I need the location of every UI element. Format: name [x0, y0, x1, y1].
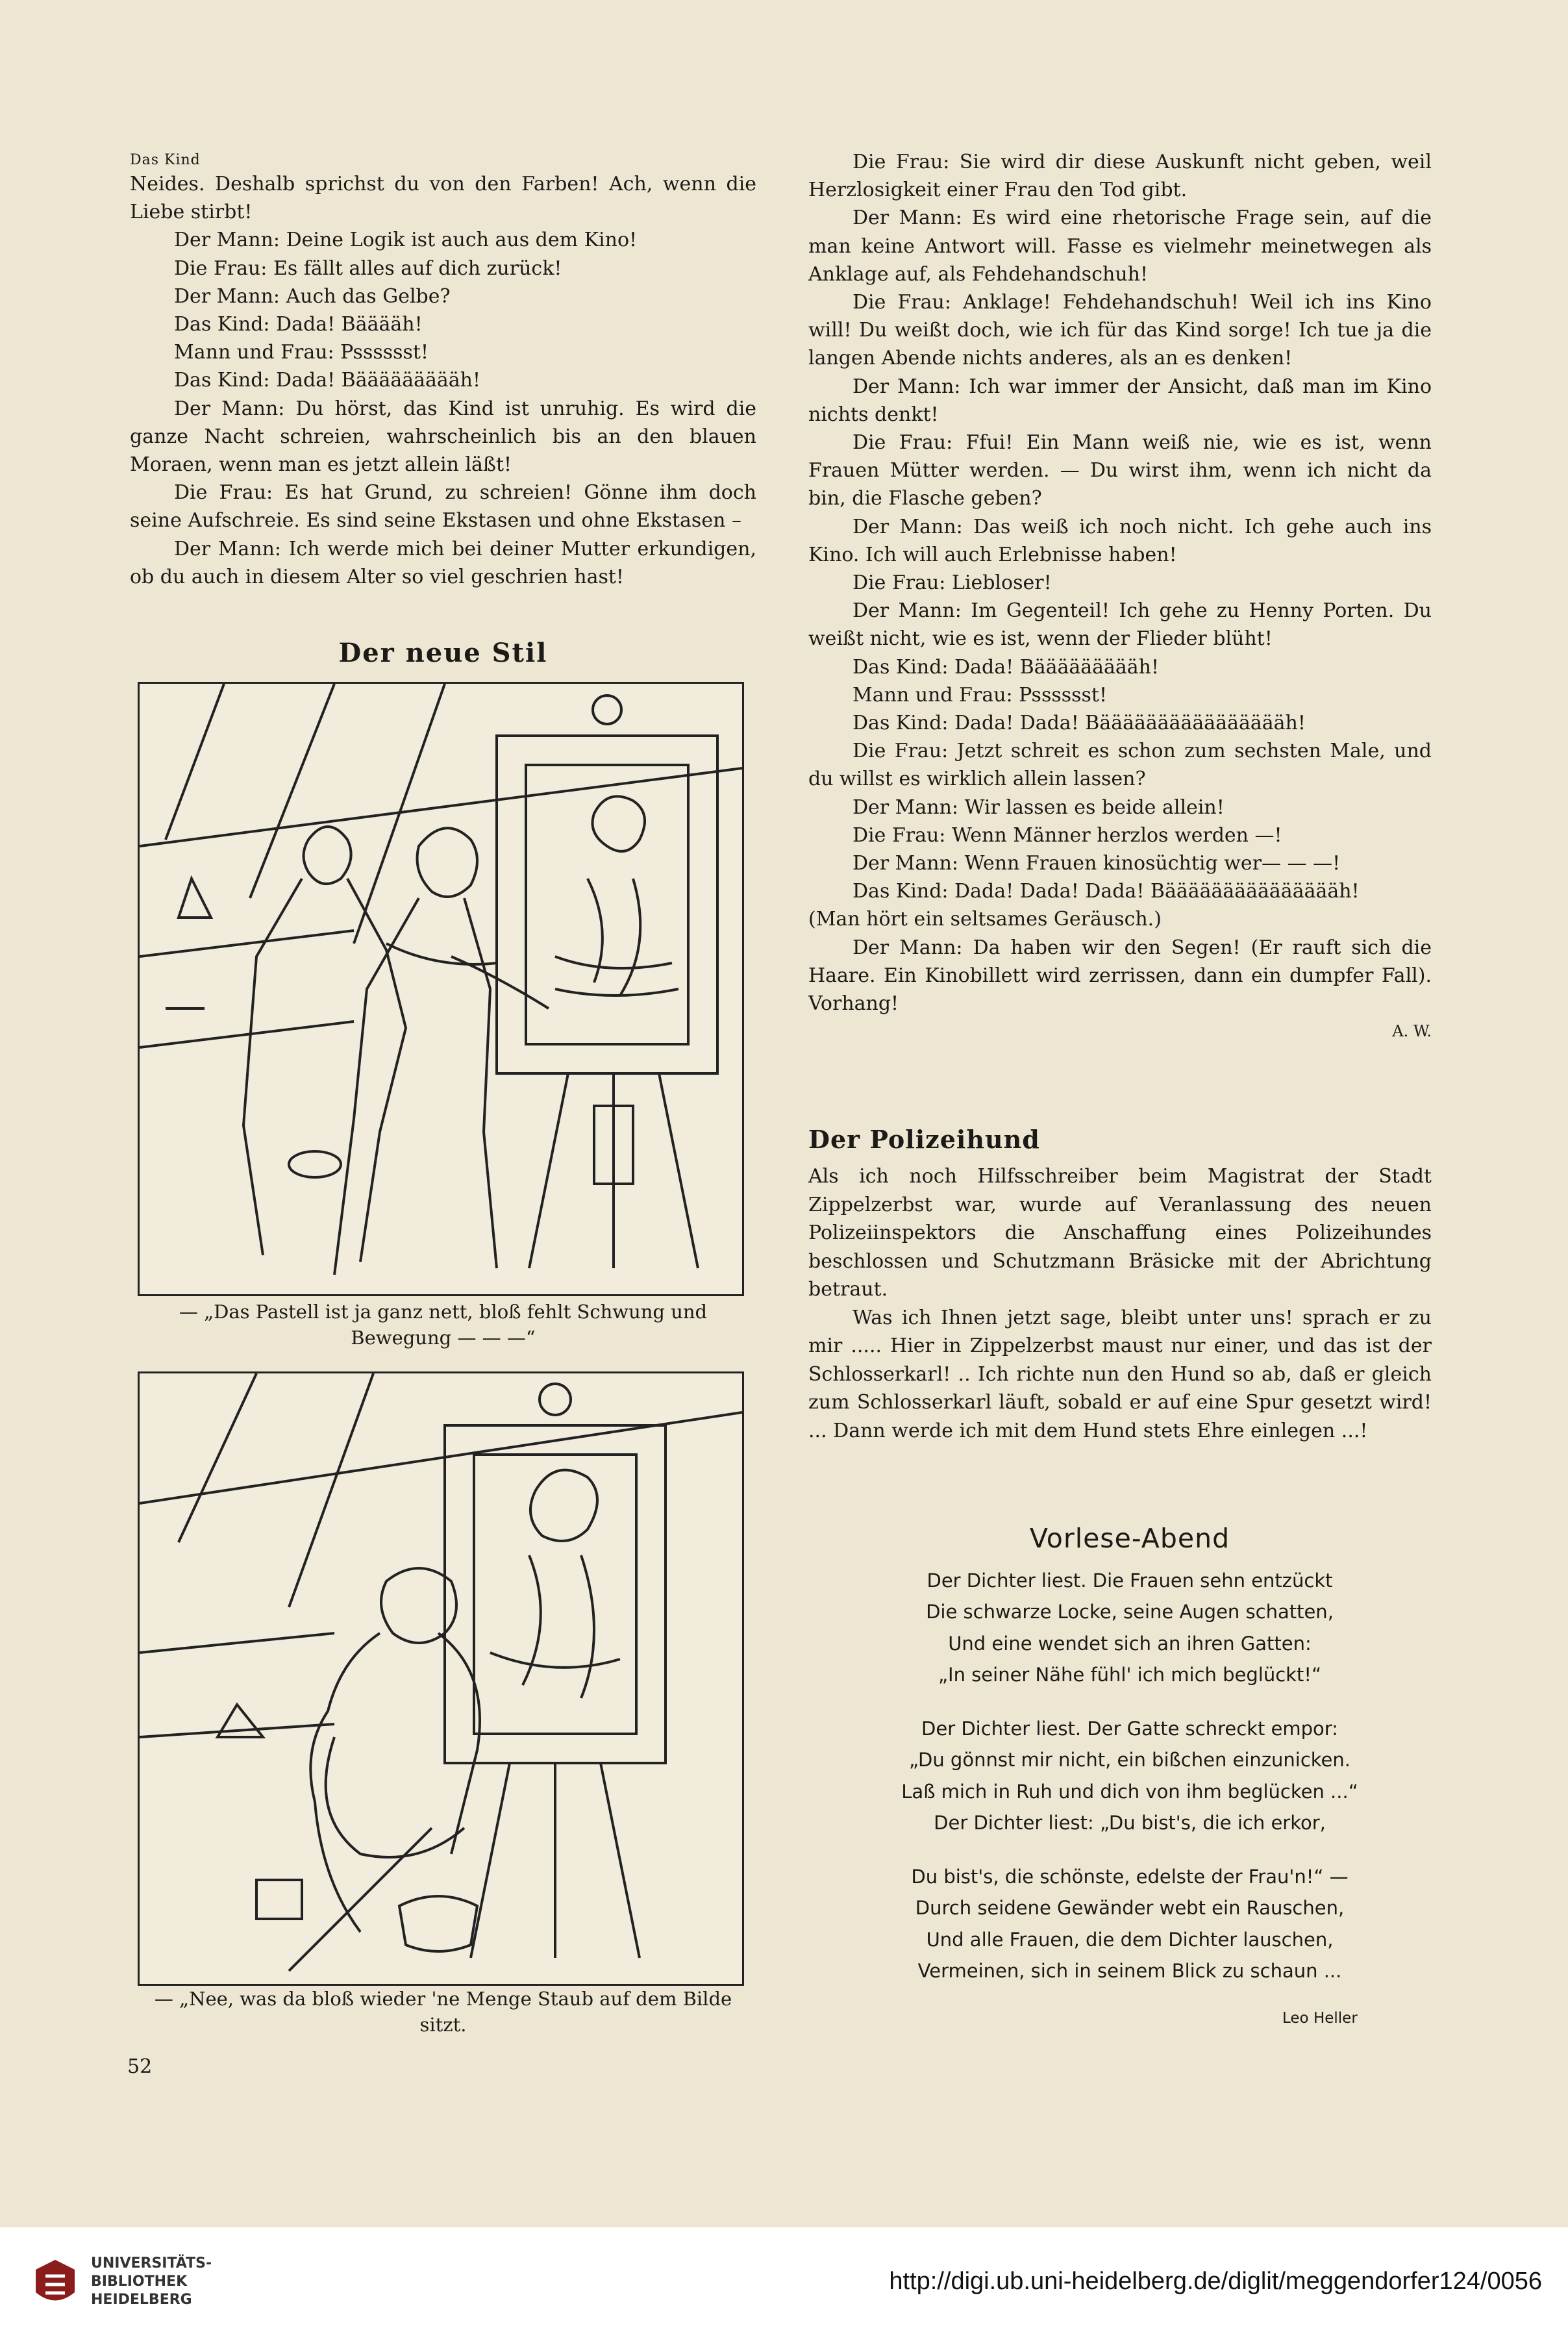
dialogue-paragraph: Die Frau: Liebloser! — [852, 571, 1052, 595]
poem-stanza — [818, 1861, 1441, 1987]
library-footer — [0, 2227, 1568, 2341]
dialogue-paragraph: Die Frau: Ffui! Ein Mann weiß nie, wie es ist, wenn Frauen Mütter werden. — Du wirst ihm, wenn ich nicht da bin, die Flasche geben? — [808, 431, 1432, 510]
dialogue-paragraph: Neides. Deshalb sprichst du von den Farben! Ach, wenn die Liebe stirbt! — [130, 173, 756, 224]
dialogue-paragraph: Das Kind: Dada! Dada! Dada! Bäääääääääääääääh! — [852, 880, 1360, 903]
dialogue-paragraph: Der Mann: Auch das Gelbe? — [174, 284, 451, 308]
dialogue-paragraph: (Man hört ein seltsames Geräusch.) — [808, 908, 1162, 931]
left-column-text — [130, 170, 756, 591]
poem — [818, 1523, 1441, 2009]
dialogue-paragraph: Mann und Frau: Psssssst! — [852, 683, 1108, 707]
poem-line: Der Dichter liest. Der Gatte schreckt empor: — [921, 1717, 1338, 1740]
poem-line: Durch seidene Gewänder webt ein Rauschen, — [915, 1897, 1345, 1919]
dialogue-paragraph: Der Mann: Es wird eine rhetorische Frage sein, auf die man keine Antwort will. Fasse es vielmehr meinetwegen als Anklage auf, als Fehdehandschuh! — [808, 207, 1432, 286]
poem-line: Und eine wendet sich an ihren Gatten: — [948, 1632, 1312, 1655]
article-signature: A. W. — [1392, 1022, 1432, 1041]
dialogue-paragraph: Das Kind: Dada! Bääääh! — [174, 313, 423, 336]
poem-line: „Du gönnst mir nicht, ein bißchen einzunicken. — [909, 1749, 1350, 1771]
dialogue-paragraph: Das Kind: Dada! Dada! Bääääääääääääääääh! — [852, 712, 1306, 735]
poem-author: Leo Heller — [1282, 2010, 1358, 2027]
cartoon-caption-1: — „Das Pastell ist ja ganz nett, bloß fehlt Schwung und Bewegung — — —“ — [179, 1301, 708, 1349]
cartoon-caption-2: — „Nee, was da bloß wieder 'ne Menge Staub auf dem Bilde sitzt. — [154, 1988, 732, 2036]
source-url-link[interactable]: http://digi.ub.uni-heidelberg.de/diglit/meggendorfer124/0056 — [889, 2268, 1542, 2295]
dialogue-paragraph: Der Mann: Wir lassen es beide allein! — [852, 795, 1225, 819]
cartoon-title: Der neue Stil — [338, 638, 548, 668]
dialogue-paragraph: Der Mann: Wenn Frauen kinosüchtig wer— — —! — [852, 852, 1341, 875]
dialogue-paragraph: Die Frau: Es hat Grund, zu schreien! Gönne ihm doch seine Aufschreie. Es sind seine Ekstasen und ohne Ekstasen – — [130, 481, 756, 532]
poem-line: Die schwarze Locke, seine Augen schatten, — [926, 1601, 1334, 1623]
poem-stanzas — [818, 1565, 1441, 1987]
dialogue-paragraph: Der Mann: Das weiß ich noch nicht. Ich gehe auch ins Kino. Ich will auch Erlebnisse haben! — [808, 515, 1432, 566]
poem-line: Der Dichter liest: „Du bist's, die ich erkor, — [934, 1812, 1326, 1834]
poem-line: Laß mich in Ruh und dich von ihm beglücken ...“ — [901, 1780, 1358, 1803]
poem-line: „In seiner Nähe fühl' ich mich beglückt!“ — [938, 1664, 1321, 1686]
right-column-text — [808, 148, 1432, 1018]
running-head: Das Kind — [130, 152, 201, 168]
cartoon-illustration-1 — [138, 682, 744, 1296]
right-column — [808, 148, 1432, 1046]
cartoon-illustration-2 — [138, 1371, 744, 1986]
page-number: 52 — [127, 2055, 153, 2078]
dialogue-paragraph: Die Frau: Es fällt alles auf dich zurück! — [174, 257, 562, 280]
dialogue-paragraph: Der Mann: Im Gegenteil! Ich gehe zu Henny Porten. Du weißt nicht, wie es ist, wenn der Flieder blüht! — [808, 599, 1432, 651]
poem-line: Der Dichter liest. Die Frauen sehn entzückt — [927, 1569, 1333, 1592]
dialogue-paragraph: Der Mann: Deine Logik ist auch aus dem Kino! — [174, 229, 638, 252]
left-column — [130, 148, 756, 591]
dialogue-paragraph: Die Frau: Anklage! Fehdehandschuh! Weil ich ins Kino will! Du weißt doch, wie ich für das Kind sorge! Ich tue ja die langen Abende nichts anderes, als an es denken! — [808, 291, 1432, 370]
dialogue-paragraph: Das Kind: Dada! Bäääääääääh! — [852, 655, 1160, 679]
dialogue-paragraph: Der Mann: Ich war immer der Ansicht, daß man im Kino nichts denkt! — [808, 375, 1432, 426]
dialogue-paragraph: Der Mann: Da haben wir den Segen! (Er rauft sich die Haare. Ein Kinobillett wird zerrissen, dann ein dumpfer Fall). Vorhang! — [808, 936, 1432, 1016]
poem-title: Vorlese-Abend — [1029, 1523, 1230, 1554]
dialogue-paragraph: Das Kind: Dada! Bäääääääääh! — [174, 369, 481, 392]
university-logo-icon — [26, 2253, 84, 2312]
dialogue-paragraph: Mann und Frau: Psssssst! — [174, 341, 429, 364]
dialogue-paragraph: Die Frau: Sie wird dir diese Auskunft nicht geben, weil Herzlosigkeit einer Frau den Tod gibt. — [808, 151, 1432, 202]
library-name: UNIVERSITÄTS- BIBLIOTHEK HEIDELBERG — [91, 2255, 212, 2308]
polizeihund-text — [808, 1162, 1432, 1445]
poem-line: Und alle Frauen, die dem Dichter lauschen, — [926, 1928, 1334, 1951]
dialogue-paragraph: Die Frau: Jetzt schreit es schon zum sechsten Male, und du willst es wirklich allein lassen? — [808, 740, 1432, 791]
poem-line: Vermeinen, sich in seinem Blick zu schaun ... — [917, 1960, 1342, 1982]
story-paragraph: Was ich Ihnen jetzt sage, bleibt unter uns! sprach er zu mir ..... Hier in Zippelzerbst maust nur einer, und das ist der Schlosserkarl! .. Ich richte nun den Hund so ab, daß er gleich zum Schlosserkarl läuft, sobald er auf eine Spur gesetzt wird! ... Dann werde ich mit dem Hund stets Ehre einlegen ...! — [808, 1306, 1432, 1442]
dialogue-paragraph: Die Frau: Wenn Männer herzlos werden —! — [852, 823, 1282, 847]
poem-stanza — [818, 1565, 1441, 1691]
story-paragraph: Als ich noch Hilfsschreiber beim Magistrat der Stadt Zippelzerbst war, wurde auf Veranlassung des neuen Polizeiinspektors die Anschaffung eines Polizeihundes beschlossen und Schutzmann Bräsicke mit der Abrichtung betraut. — [808, 1165, 1432, 1301]
dialogue-paragraph: Der Mann: Ich werde mich bei deiner Mutter erkundigen, ob du auch in diesem Alter so viel geschrien hast! — [130, 537, 756, 588]
polizeihund-title: Der Polizeihund — [808, 1125, 1040, 1154]
dialogue-paragraph: Der Mann: Du hörst, das Kind ist unruhig. Es wird die ganze Nacht schreien, wahrscheinlich bis an den blauen Moraen, wenn man es jetzt allein läßt! — [130, 397, 756, 477]
poem-line: Du bist's, die schönste, edelste der Frau'n!“ — — [911, 1865, 1349, 1888]
poem-stanza — [818, 1713, 1441, 1839]
